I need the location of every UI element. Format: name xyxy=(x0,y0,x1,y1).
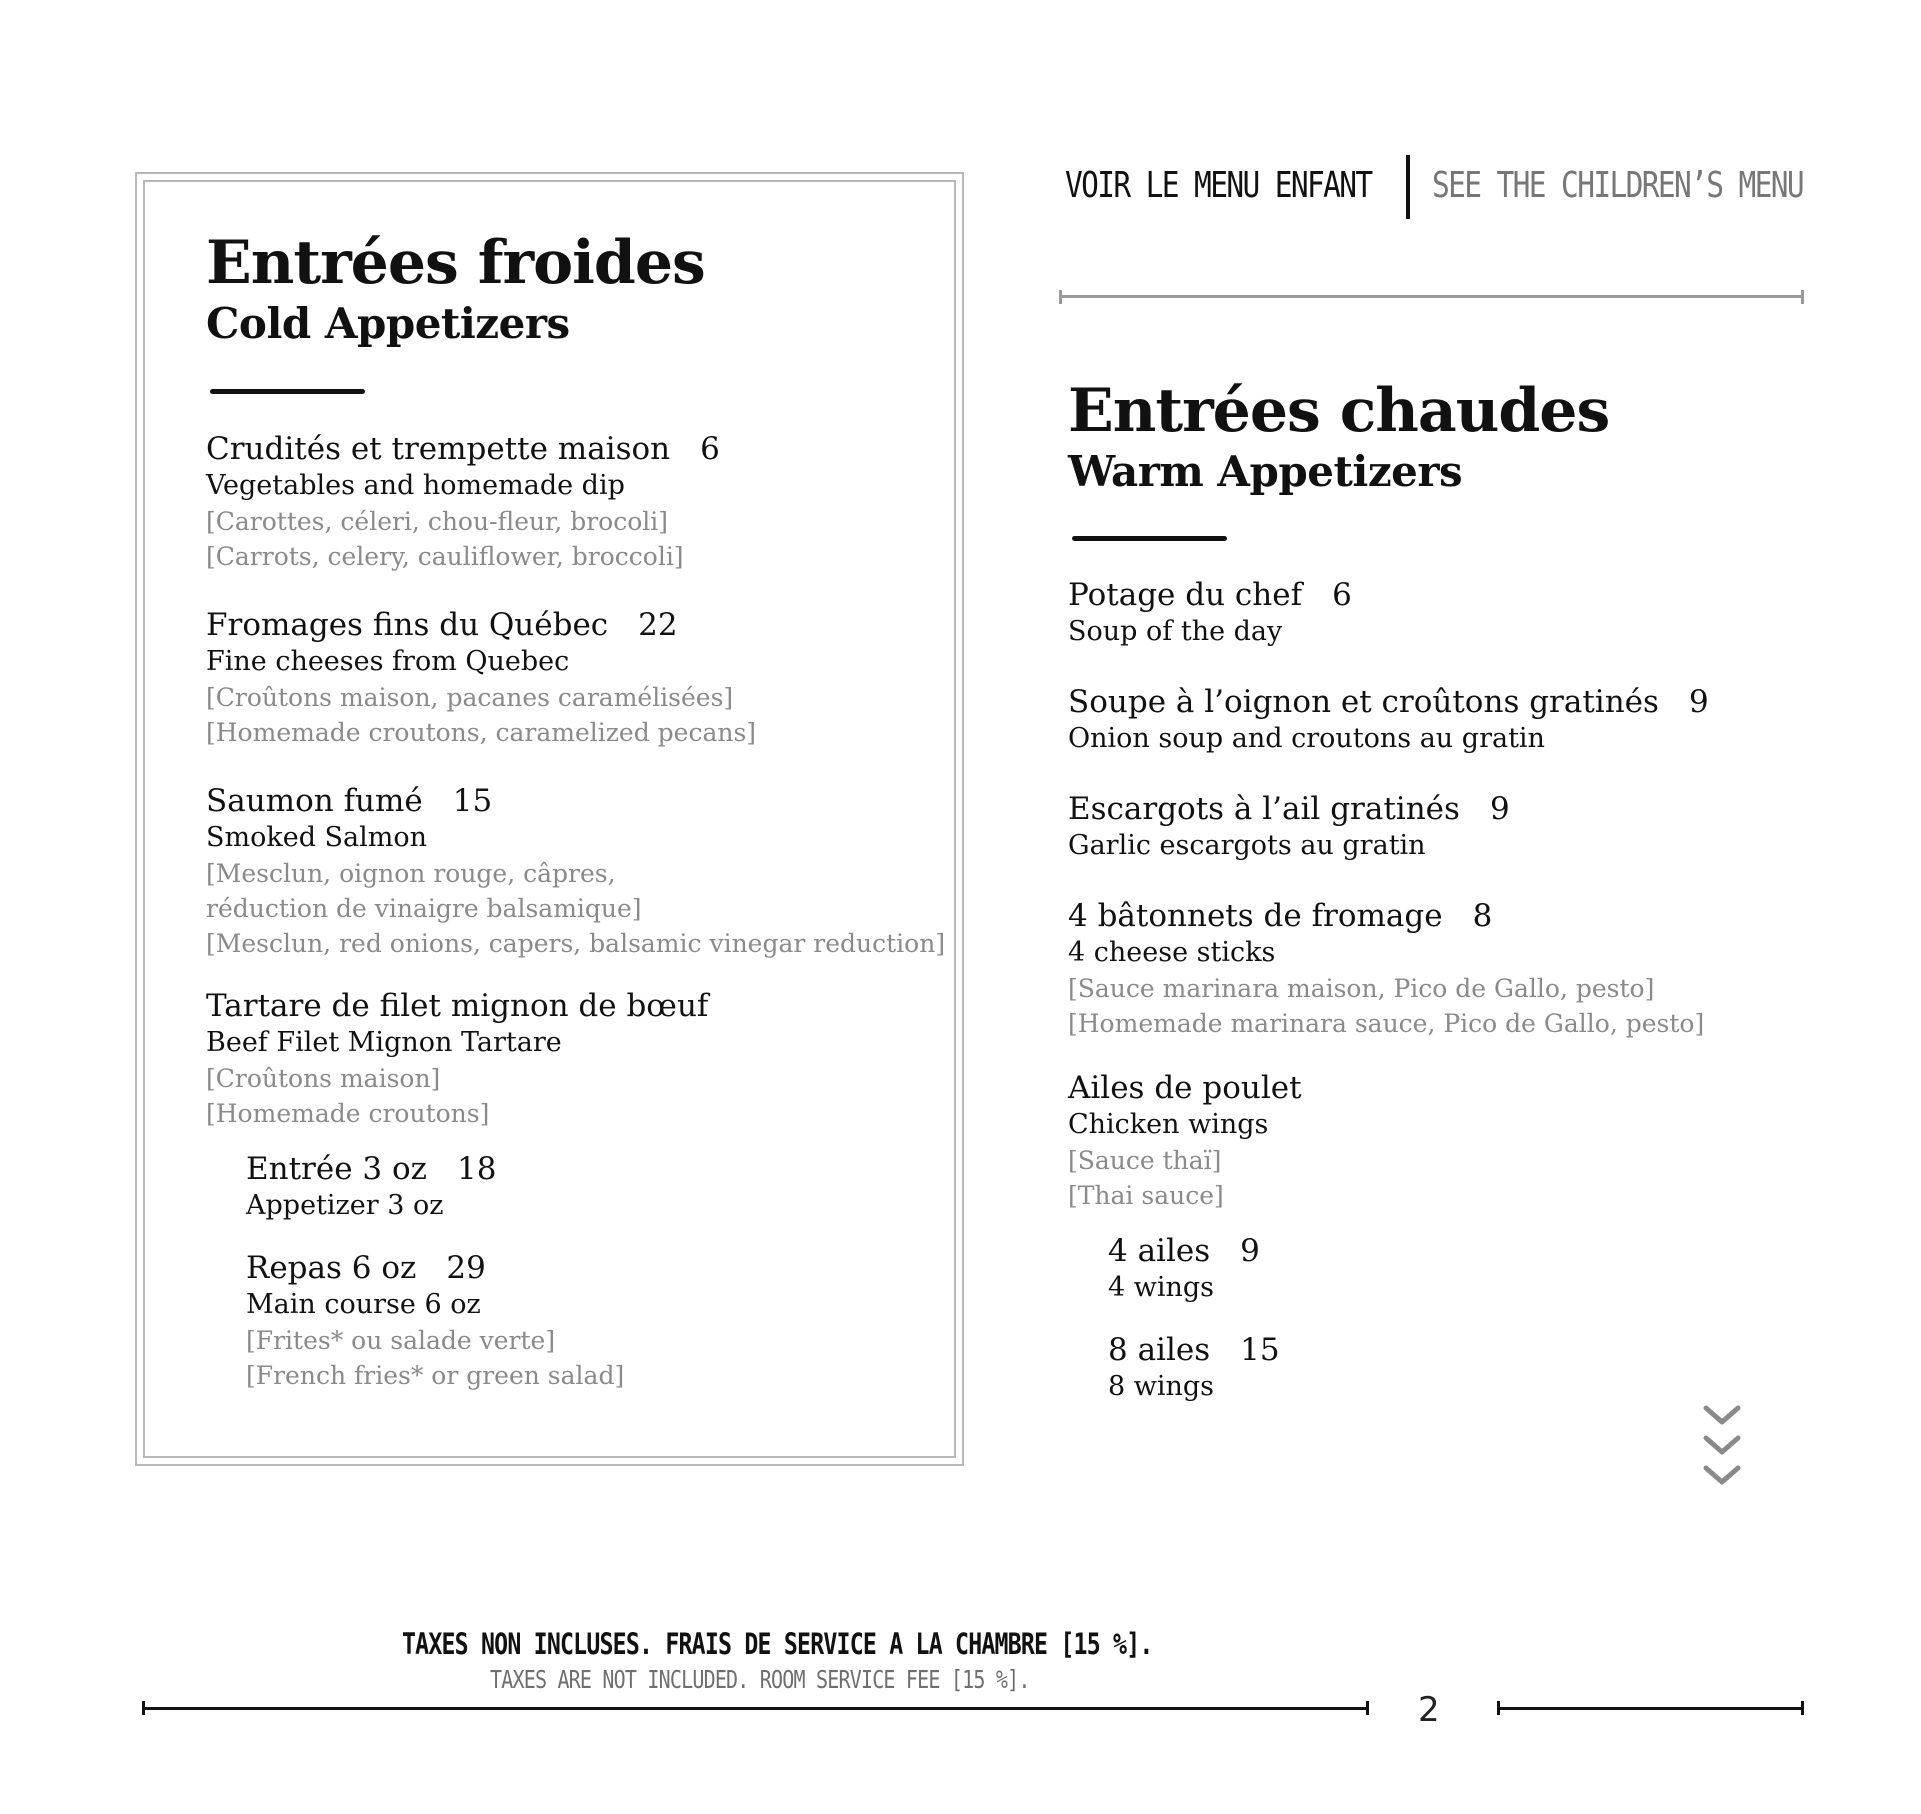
header-rule-cap-right xyxy=(1801,290,1804,304)
footer-rule-right-cap xyxy=(1801,1701,1804,1715)
menu-item xyxy=(206,606,756,750)
item-note: [Homemade croutons, caramelized pecans] xyxy=(206,718,757,747)
cold-heading xyxy=(206,228,705,348)
item-name: Entrée 3 oz xyxy=(246,1151,427,1187)
item-english: Smoked Salmon xyxy=(206,822,428,853)
item-english: Appetizer 3 oz xyxy=(246,1190,444,1221)
item-name: Ailes de poulet xyxy=(1068,1070,1302,1106)
item-name: Potage du chef xyxy=(1068,577,1303,613)
warm-heading-rule xyxy=(1072,536,1227,541)
cold-title-en: Cold Appetizers xyxy=(206,299,570,348)
item-name: Soupe à l’oignon et croûtons gratinés xyxy=(1068,684,1659,720)
item-english: Vegetables and homemade dip xyxy=(206,470,625,501)
triple-chevron-down-icon[interactable] xyxy=(1702,1404,1742,1488)
footer-taxes-en: TAXES ARE NOT INCLUDED. ROOM SERVICE FEE [15 %]. xyxy=(490,1665,1030,1694)
item-english: Fine cheeses from Quebec xyxy=(206,646,570,677)
item-note: [Carottes, céleri, chou-fleur, brocoli] xyxy=(206,507,668,536)
item-english: Main course 6 oz xyxy=(246,1289,481,1320)
item-name: Tartare de filet mignon de bœuf xyxy=(206,988,709,1024)
item-price: 22 xyxy=(638,607,678,643)
item-price: 18 xyxy=(457,1151,497,1187)
item-price: 8 xyxy=(1472,898,1493,934)
menu-item xyxy=(1068,1069,1302,1213)
footer-rule-right xyxy=(1498,1707,1803,1710)
footer-rule-left xyxy=(143,1707,1368,1710)
item-price: 29 xyxy=(446,1250,486,1286)
item-name: 8 ailes xyxy=(1108,1332,1211,1368)
menu-item xyxy=(206,782,945,961)
item-note: [Mesclun, red onions, capers, balsamic vinegar reduction] xyxy=(206,929,946,958)
item-note: [Croûtons maison, pacanes caramélisées] xyxy=(206,683,734,712)
item-english: Beef Filet Mignon Tartare xyxy=(206,1027,562,1058)
cold-title-fr: Entrées froides xyxy=(206,228,705,298)
item-name: Escargots à l’ail gratinés xyxy=(1068,791,1460,827)
item-note: [Frites* ou salade verte] xyxy=(246,1326,556,1355)
item-price: 6 xyxy=(1332,577,1352,613)
footer-rule-left-cap xyxy=(142,1701,145,1715)
menu-item xyxy=(1068,683,1709,757)
item-name: Crudités et trempette maison xyxy=(206,431,671,467)
kids-menu-link-en[interactable]: SEE THE CHILDREN’S MENU xyxy=(1432,165,1804,206)
warm-heading xyxy=(1068,376,1610,496)
menu-item xyxy=(1068,790,1510,864)
menu-sub-item xyxy=(246,1150,496,1224)
menu-sub-item xyxy=(246,1249,624,1393)
item-price: 15 xyxy=(452,783,493,819)
footer-rule-left-cap xyxy=(1366,1701,1369,1715)
item-note: [Thai sauce] xyxy=(1068,1181,1224,1210)
header-rule xyxy=(1060,295,1803,298)
item-note: [Sauce thaï] xyxy=(1068,1146,1222,1175)
item-name: Repas 6 oz xyxy=(246,1250,417,1286)
item-note: [Homemade croutons] xyxy=(206,1099,490,1128)
menu-sub-item xyxy=(1108,1232,1260,1306)
warm-title-en: Warm Appetizers xyxy=(1068,447,1463,496)
item-english: Garlic escargots au gratin xyxy=(1068,830,1426,861)
item-price: 9 xyxy=(1240,1233,1260,1269)
menu-sub-item xyxy=(1108,1331,1280,1405)
item-note: [Homemade marinara sauce, Pico de Gallo, pesto] xyxy=(1068,1009,1705,1038)
item-note: [Sauce marinara maison, Pico de Gallo, pesto] xyxy=(1068,974,1655,1003)
item-price: 6 xyxy=(700,431,720,467)
item-english: Onion soup and croutons au gratin xyxy=(1068,723,1545,754)
item-note: réduction de vinaigre balsamique] xyxy=(206,894,642,923)
menu-item xyxy=(206,987,708,1131)
item-note: [French fries* or green salad] xyxy=(246,1361,625,1390)
warm-title-fr: Entrées chaudes xyxy=(1068,376,1610,446)
item-name: 4 bâtonnets de fromage xyxy=(1068,898,1443,934)
footer-taxes-fr: TAXES NON INCLUSES. FRAIS DE SERVICE A LA CHAMBRE [15 %]. xyxy=(402,1627,1153,1661)
footer-rule-right-cap xyxy=(1497,1701,1500,1715)
item-name: Saumon fumé xyxy=(206,783,423,819)
menu-item xyxy=(1068,576,1352,650)
item-note: [Croûtons maison] xyxy=(206,1064,441,1093)
item-english: Chicken wings xyxy=(1068,1109,1269,1140)
menu-item xyxy=(206,430,720,574)
item-name: 4 ailes xyxy=(1108,1233,1211,1269)
item-note: [Mesclun, oignon rouge, câpres, xyxy=(206,859,616,888)
item-english: Soup of the day xyxy=(1068,616,1283,647)
menu-item xyxy=(1068,897,1704,1041)
cold-heading-rule xyxy=(210,389,365,394)
kids-menu-link-fr[interactable]: VOIR LE MENU ENFANT xyxy=(1065,165,1372,206)
page-number: 2 xyxy=(1418,1690,1440,1730)
header-rule-cap-left xyxy=(1059,290,1062,304)
item-price: 9 xyxy=(1489,791,1510,827)
item-english: 8 wings xyxy=(1108,1371,1215,1402)
item-name: Fromages fins du Québec xyxy=(206,607,609,643)
item-english: 4 cheese sticks xyxy=(1068,937,1276,968)
item-price: 9 xyxy=(1688,684,1709,720)
kids-menu-divider xyxy=(1406,155,1410,219)
item-english: 4 wings xyxy=(1108,1272,1215,1303)
item-note: [Carrots, celery, cauliflower, broccoli] xyxy=(206,542,684,571)
item-price: 15 xyxy=(1240,1332,1280,1368)
